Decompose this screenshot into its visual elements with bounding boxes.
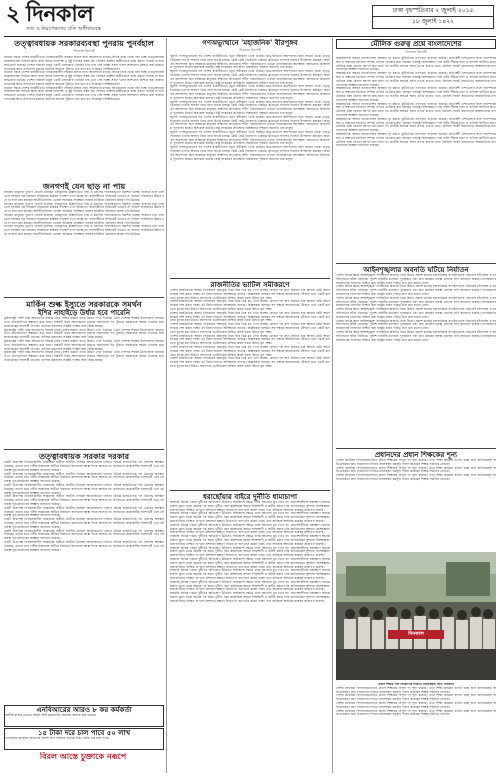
article-body: জুলাই গণঅভ্যুত্থানের পর দেশের রাজনীতিতে নতুন সমীকরণ তৈরি হয়েছে। ছাত্র-জনতার আন্দোলনে যারা সামনে থেকে নেতৃত্ব দিয়েছেন তাদের অবদান নিয়ে নানা বিতর্ক চলছে। কেউ কেউ নিজেদের একমাত্র কৃতিত্বের দাবিদার হিসেবে উপস্থাপন করছেন। অথচ এই আন্দোলন ছিল সর্বস্তরের মানুষের সম্মিলিত প্রতিরোধ। শহীদ পরিবারগুলো এখনো ন্যায়বিচারের অপেক্ষায়। আহতদের চিকিৎসা ও পুনর্বাসন নিয়েও অসন্তোষ রয়েছে। রাষ্ট্র সংস্কারের প্রতিশ্রুতি বাস্তবায়নে দৃশ্যমান অগ্রগতি চায় মানুষ। <box>170 145 330 161</box>
page-number: ২ <box>6 1 21 27</box>
article-body: যুক্তরাষ্ট্রের পাল্টা শুল্ক আরোপের সিদ্ধান্ত নিয়ে দেশের রপ্তানি খাতে উদ্বেগ দেখা দিয়েছে। তৈরি পোশাক শিল্পের উদ্যোক্তারা বলছেন এতে প্রতিযোগিতা সক্ষমতা কমে যাবে। বিষয়টি নিয়ে আলোচনার মাধ্যমে সমাধানের পথ খুঁজতে সরকারকে সমর্থন দেওয়ার কথা জানিয়েছেন ব্যবসায়ী নেতারা। বাণিজ্য মন্ত্রণালয় সংশ্লিষ্ট পক্ষের সঙ্গে বৈঠক করছে। <box>4 316 164 328</box>
byline: দিনকাল রিপোর্ট <box>73 49 95 54</box>
article-body: খাদ্যবান্ধব কর্মসূচির আওতায় পঞ্চাশ লাখ পরিবার পনেরো টাকা কেজি দরে চাল পাবে। <box>5 736 110 741</box>
section-rule <box>4 297 164 298</box>
article-body: সরকারি বিভিন্ন দপ্তরে দুর্নীতির অভিযোগ উঠলেও অধিকাংশ ক্ষেত্রে তদন্ত আলোর মুখ দেখে না। প্রভাবশালীদের হস্তক্ষেপে অনেক মামলা ঝুলে থাকে বছরের পর বছর। দুর্নীতি দমন কমিশনকে আরও শক্তিশালী ও স্বাধীন করার দাবি জানিয়েছেন সুশাসন বিশেষজ্ঞরা। জবাবদিহিতা নিশ্চিত না হলে প্রশাসনে স্বচ্ছতা ফিরবে না বলে মনে করেন তারা। তথ্য অধিকার আইনের কার্যকর প্রয়োগও জরুরি। <box>170 568 330 580</box>
article-body: জুলাই গণঅভ্যুত্থানের পর দেশের রাজনীতিতে নতুন সমীকরণ তৈরি হয়েছে। ছাত্র-জনতার আন্দোলনে যারা সামনে থেকে নেতৃত্ব দিয়েছেন তাদের অবদান নিয়ে নানা বিতর্ক চলছে। কেউ কেউ নিজেদের একমাত্র কৃতিত্বের দাবিদার হিসেবে উপস্থাপন করছেন। অথচ এই আন্দোলন ছিল সর্বস্তরের মানুষের সম্মিলিত প্রতিরোধ। শহীদ পরিবারগুলো এখনো ন্যায়বিচারের অপেক্ষায়। আহতদের চিকিৎসা ও পুনর্বাসন নিয়েও অসন্তোষ রয়েছে। রাষ্ট্র সংস্কারের প্রতিশ্রুতি বাস্তবায়নে দৃশ্যমান অগ্রগতি চায় মানুষ। <box>170 84 330 100</box>
article-body: সরকারি বিভিন্ন দপ্তরে দুর্নীতির অভিযোগ উঠলেও অধিকাংশ ক্ষেত্রে তদন্ত আলোর মুখ দেখে না। প্রভাবশালীদের হস্তক্ষেপে অনেক মামলা ঝুলে থাকে বছরের পর বছর। দুর্নীতি দমন কমিশনকে আরও শক্তিশালী ও স্বাধীন করার দাবি জানিয়েছেন সুশাসন বিশেষজ্ঞরা। জবাবদিহিতা নিশ্চিত না হলে প্রশাসনে স্বচ্ছতা ফিরবে না বলে মনে করেন তারা। তথ্য অধিকার আইনের কার্যকর প্রয়োগও জরুরি। <box>170 591 330 603</box>
headline: এনবিআরের আরও ৮ কর কর্মকর্তা <box>36 705 132 714</box>
article-body: সরকারি বিভিন্ন দপ্তরে দুর্নীতির অভিযোগ উঠলেও অধিকাংশ ক্ষেত্রে তদন্ত আলোর মুখ দেখে না। প্রভাবশালীদের হস্তক্ষেপে অনেক মামলা ঝুলে থাকে বছরের পর বছর। দুর্নীতি দমন কমিশনকে আরও শক্তিশালী ও স্বাধীন করার দাবি জানিয়েছেন সুশাসন বিশেষজ্ঞরা। জবাবদিহিতা নিশ্চিত না হলে প্রশাসনে স্বচ্ছতা ফিরবে না বলে মনে করেন তারা। তথ্য অধিকার আইনের কার্যকর প্রয়োগও জরুরি। <box>170 557 330 569</box>
article-body: জুলাই গণঅভ্যুত্থানের পর দেশের রাজনীতিতে নতুন সমীকরণ তৈরি হয়েছে। ছাত্র-জনতার আন্দোলনে যারা সামনে থেকে নেতৃত্ব দিয়েছেন তাদের অবদান নিয়ে নানা বিতর্ক চলছে। কেউ কেউ নিজেদের একমাত্র কৃতিত্বের দাবিদার হিসেবে উপস্থাপন করছেন। অথচ এই আন্দোলন ছিল সর্বস্তরের মানুষের সম্মিলিত প্রতিরোধ। শহীদ পরিবারগুলো এখনো ন্যায়বিচারের অপেক্ষায়। আহতদের চিকিৎসা ও পুনর্বাসন নিয়েও অসন্তোষ রয়েছে। রাষ্ট্র সংস্কারের প্রতিশ্রুতি বাস্তবায়নে দৃশ্যমান অগ্রগতি চায় মানুষ। <box>170 54 330 70</box>
byline: দিনকাল রিপোর্ট <box>405 50 427 55</box>
headline: ১৫ টাকা দরে চাল পাবে ৫০ লাখ <box>37 728 131 737</box>
headline: জনগণই যেন ছাড় না পায় <box>42 182 126 191</box>
masthead <box>4 2 496 37</box>
paper-name-logo: দিনকাল <box>26 1 94 27</box>
photo-banner: দিনকাল <box>388 630 444 639</box>
article-body: দেশের প্রাথমিক বিদ্যালয়গুলোতে প্রধান শিক্ষকের বিপুল পদ শূন্য রয়েছে। এতে শিক্ষা কার্যক্রম ব্যাহত হচ্ছে বলে জানিয়েছেন অভিভাবকরা। দ্রুত নিয়োগের দাবিতে মানববন্ধন কর্মসূচি পালন করেছেন শিক্ষক সমিতির নেতারা। <box>336 693 496 702</box>
section-rule <box>170 490 330 491</box>
article-body: বর্তমান সময়ে দেশের রাজনীতিতে নির্বাচনকালীন সরকার প্রসঙ্গে নানা আলোচনা চলছে। বিভিন্ন মহল থেকে বলা হচ্ছে তত্ত্বাবধায়ক সরকারব্যবস্থা ফিরিয়ে আনা ছাড়া অবাধ নিরপেক্ষ ও সুষ্ঠু নির্বাচন সম্ভব নয়। নির্বাচন কমিশন স্বাধীনভাবে কাজ করতে পারছে না বলে অভিযোগ রয়েছে। দেশের সাধারণ মানুষ একটি গ্রহণযোগ্য নির্বাচন চায় এবং সেই লক্ষ্যে সকল দলের অংশগ্রহণ নিশ্চিত করা জরুরি। গণতন্ত্রের স্বার্থে সংলাপের মাধ্যমে সমস্যার সমাধান খুঁজতে হবে বলে মত দিয়েছেন বিশিষ্টজনেরা। <box>4 85 164 101</box>
article-body: আন্তর্জাতিক অঙ্গনে বাংলাদেশের অবস্থান দৃঢ় করতে কূটনৈতিক তৎপরতা বাড়ানো হয়েছে। প্রতিবেশী দেশগুলোর সঙ্গে পারস্পরিক স্বার্থ ও সম্মানের ভিত্তিতে সম্পর্ক এগিয়ে নেওয়ার কথা বলছেন পররাষ্ট্র বিশেষজ্ঞরা। পানি বণ্টন সীমান্ত হত্যা ও বাণিজ্য ঘাটতির মতো মৌলিক প্রশ্নে কোনো আপস করা যাবে না। জাতীয় স্বার্থকে সবার ওপরে রাখতে হবে। রোহিঙ্গা সংকট সমাধানেও আন্তর্জাতিক চাপ বাড়ানোর আহ্বান জানানো হয়েছে। <box>336 101 496 117</box>
article-body: জাতীয় রাজস্ব বোর্ডের আরও আট কর্মকর্তাকে সাময়িক বরখাস্ত করা হয়েছে। <box>5 713 97 718</box>
article-body: সাধারণ মানুষের দুর্ভোগ বেড়েই চলেছে। দ্রব্যমূল্যের ঊর্ধ্বগতিতে নিম্ন ও মধ্যবিত্ত পরিবারগুলো হিমশিম খাচ্ছে। বাজারে চাল ডাল তেল সবজির দাম নিয়ন্ত্রণে সরকারের কার্যকর পদক্ষেপ দেখা যাচ্ছে না। ব্যবসায়ীদের সিন্ডিকেট ভাঙতে না পারলে পরিস্থিতির উন্নতি হবে না বলে মনে করছেন অর্থনীতিবিদরা। ভোক্তা অধিকার সংরক্ষণে বাজার মনিটরিং জোরদার করার দাবি উঠেছে। <box>4 224 164 236</box>
article-body: দেশের প্রাথমিক বিদ্যালয়গুলোতে প্রধান শিক্ষকের বিপুল পদ শূন্য রয়েছে। এতে শিক্ষা কার্যক্রম ব্যাহত হচ্ছে বলে জানিয়েছেন অভিভাবকরা। দ্রুত নিয়োগের দাবিতে মানববন্ধন কর্মসূচি পালন করেছেন শিক্ষক সমিতির নেতারা। <box>336 708 496 717</box>
article-body: জুলাই গণঅভ্যুত্থানের পর দেশের রাজনীতিতে নতুন সমীকরণ তৈরি হয়েছে। ছাত্র-জনতার আন্দোলনে যারা সামনে থেকে নেতৃত্ব দিয়েছেন তাদের অবদান নিয়ে নানা বিতর্ক চলছে। কেউ কেউ নিজেদের একমাত্র কৃতিত্বের দাবিদার হিসেবে উপস্থাপন করছেন। অথচ এই আন্দোলন ছিল সর্বস্তরের মানুষের সম্মিলিত প্রতিরোধ। শহীদ পরিবারগুলো এখনো ন্যায়বিচারের অপেক্ষায়। আহতদের চিকিৎসা ও পুনর্বাসন নিয়েও অসন্তোষ রয়েছে। রাষ্ট্র সংস্কারের প্রতিশ্রুতি বাস্তবায়নে দৃশ্যমান অগ্রগতি চায় মানুষ। <box>170 129 330 146</box>
article-body: জুলাই গণঅভ্যুত্থানের পর দেশের রাজনীতিতে নতুন সমীকরণ তৈরি হয়েছে। ছাত্র-জনতার আন্দোলনে যারা সামনে থেকে নেতৃত্ব দিয়েছেন তাদের অবদান নিয়ে নানা বিতর্ক চলছে। কেউ কেউ নিজেদের একমাত্র কৃতিত্বের দাবিদার হিসেবে উপস্থাপন করছেন। অথচ এই আন্দোলন ছিল সর্বস্তরের মানুষের সম্মিলিত প্রতিরোধ। শহীদ পরিবারগুলো এখনো ন্যায়বিচারের অপেক্ষায়। আহতদের চিকিৎসা ও পুনর্বাসন নিয়েও অসন্তোষ রয়েছে। রাষ্ট্র সংস্কারের প্রতিশ্রুতি বাস্তবায়নে দৃশ্যমান অগ্রগতি চায় মানুষ। <box>170 114 330 131</box>
caption-text: প্রধান শিক্ষক পদে নিয়োগের দাবিতে মানববন্ধন। ছবি: দিনকাল <box>378 683 454 686</box>
article-body: দেশের বিভিন্ন স্থানে আইনশৃঙ্খলা পরিস্থিতির অবনতি নিয়ে উদ্বেগ প্রকাশ করেছে মানবাধিকার সংগঠনগুলো। ছিনতাই চাঁদাবাজি ও মব সহিংসতার ঘটনা বেড়েছে। পুলিশ বাহিনীর মনোবল পুনরুদ্ধার এবং দ্রুত কার্যকর ব্যবস্থা গ্রহণের দাবি জানানো হয়েছে। নাগরিকদের জানমালের নিরাপত্তা নিশ্চিত করা রাষ্ট্রের প্রধান দায়িত্ব বলে মনে করেন তারা। <box>336 273 496 285</box>
article-center-mid <box>170 281 330 486</box>
article-body: দেশের প্রাথমিক বিদ্যালয়গুলোতে প্রধান শিক্ষকের বিপুল পদ শূন্য রয়েছে। এতে শিক্ষা কার্যক্রম ব্যাহত হচ্ছে বলে জানিয়েছেন অভিভাবকরা। দ্রুত নিয়োগের দাবিতে মানববন্ধন কর্মসূচি পালন করেছেন শিক্ষক সমিতির নেতারা। <box>336 458 496 466</box>
article-body: বর্তমান সময়ে দেশের রাজনীতিতে নির্বাচনকালীন সরকার প্রসঙ্গে নানা আলোচনা চলছে। বিভিন্ন মহল থেকে বলা হচ্ছে তত্ত্বাবধায়ক সরকারব্যবস্থা ফিরিয়ে আনা ছাড়া অবাধ নিরপেক্ষ ও সুষ্ঠু নির্বাচন সম্ভব নয়। নির্বাচন কমিশন স্বাধীনভাবে কাজ করতে পারছে না বলে অভিযোগ রয়েছে। দেশের সাধারণ মানুষ একটি গ্রহণযোগ্য নির্বাচন চায় এবং সেই লক্ষ্যে সকল দলের অংশগ্রহণ নিশ্চিত করা জরুরি। গণতন্ত্রের স্বার্থে সংলাপের মাধ্যমে সমস্যার সমাধান খুঁজতে হবে বলে মত দিয়েছেন বিশিষ্টজনেরা। <box>4 55 164 71</box>
article-body: একটি নিরপেক্ষ নির্বাচনকালীন সরকারের অধীনে জাতীয় নির্বাচন আয়োজনের দাবিতে বিভিন্ন রাজনৈতিক দল ঐক্যবদ্ধ অবস্থান নিয়েছে। তাদের মতে দলীয় সরকারের অধীনে নির্বাচনে জনগণের আস্থা ফিরে আসবে না। সংবিধানে প্রয়োজনীয় সংশোধনী এনে এই ব্যবস্থা পুনঃপ্রবর্তনের আহ্বান জানানো হয়েছে। <box>4 528 164 541</box>
headline: গণঅভ্যুত্থানে 'মহাজনিক' বীরপুঙ্গব <box>202 39 298 47</box>
column-divider <box>332 38 333 773</box>
section-rule <box>170 278 330 279</box>
article-body: দেশের প্রাথমিক বিদ্যালয়গুলোতে প্রধান শিক্ষকের বিপুল পদ শূন্য রয়েছে। এতে শিক্ষা কার্যক্রম ব্যাহত হচ্ছে বলে জানিয়েছেন অভিভাবকরা। দ্রুত নিয়োগের দাবিতে মানববন্ধন কর্মসূচি পালন করেছেন শিক্ষক সমিতির নেতারা। <box>336 473 496 482</box>
article-body: দেশের রাজনৈতিক অঙ্গনে নির্বাচনের সময়সূচি নিয়ে ভিন্ন ভিন্ন মত দেখা যাচ্ছে। কোনো দল দ্রুত নির্বাচন চায় আবার কেউ আগে সংস্কার শেষ করার পক্ষে। এই টানাপোড়েনে অনিশ্চয়তা বাড়ছে। বিশ্লেষকরা বলছেন সব পক্ষকে আলোচনার টেবিলে এনে একটি রূপরেখা চূড়ান্ত করা উচিত। জনগণের ভোটাধিকার নিশ্চিত করাই হওয়া উচিত মূল লক্ষ্য। <box>170 322 330 334</box>
article-body: আন্তর্জাতিক অঙ্গনে বাংলাদেশের অবস্থান দৃঢ় করতে কূটনৈতিক তৎপরতা বাড়ানো হয়েছে। প্রতিবেশী দেশগুলোর সঙ্গে পারস্পরিক স্বার্থ ও সম্মানের ভিত্তিতে সম্পর্ক এগিয়ে নেওয়ার কথা বলছেন পররাষ্ট্র বিশেষজ্ঞরা। পানি বণ্টন সীমান্ত হত্যা ও বাণিজ্য ঘাটতির মতো মৌলিক প্রশ্নে কোনো আপস করা যাবে না। জাতীয় স্বার্থকে সবার ওপরে রাখতে হবে। রোহিঙ্গা সংকট সমাধানেও আন্তর্জাতিক চাপ বাড়ানোর আহ্বান জানানো হয়েছে। <box>336 71 496 87</box>
article-body: দেশের রাজনৈতিক অঙ্গনে নির্বাচনের সময়সূচি নিয়ে ভিন্ন ভিন্ন মত দেখা যাচ্ছে। কোনো দল দ্রুত নির্বাচন চায় আবার কেউ আগে সংস্কার শেষ করার পক্ষে। এই টানাপোড়েনে অনিশ্চয়তা বাড়ছে। বিশ্লেষকরা বলছেন সব পক্ষকে আলোচনার টেবিলে এনে একটি রূপরেখা চূড়ান্ত করা উচিত। জনগণের ভোটাধিকার নিশ্চিত করাই হওয়া উচিত মূল লক্ষ্য। <box>170 356 330 368</box>
article-body: আন্তর্জাতিক অঙ্গনে বাংলাদেশের অবস্থান দৃঢ় করতে কূটনৈতিক তৎপরতা বাড়ানো হয়েছে। প্রতিবেশী দেশগুলোর সঙ্গে পারস্পরিক স্বার্থ ও সম্মানের ভিত্তিতে সম্পর্ক এগিয়ে নেওয়ার কথা বলছেন পররাষ্ট্র বিশেষজ্ঞরা। পানি বণ্টন সীমান্ত হত্যা ও বাণিজ্য ঘাটতির মতো মৌলিক প্রশ্নে কোনো আপস করা যাবে না। জাতীয় স্বার্থকে সবার ওপরে রাখতে হবে। রোহিঙ্গা সংকট সমাধানেও আন্তর্জাতিক চাপ বাড়ানোর আহ্বান জানানো হয়েছে। <box>336 56 496 72</box>
date-box <box>372 5 494 29</box>
article-body: একটি নিরপেক্ষ নির্বাচনকালীন সরকারের অধীনে জাতীয় নির্বাচন আয়োজনের দাবিতে বিভিন্ন রাজনৈতিক দল ঐক্যবদ্ধ অবস্থান নিয়েছে। তাদের মতে দলীয় সরকারের অধীনে নির্বাচনে জনগণের আস্থা ফিরে আসবে না। সংবিধানে প্রয়োজনীয় সংশোধনী এনে এই ব্যবস্থা পুনঃপ্রবর্তনের আহ্বান জানানো হয়েছে। <box>4 460 164 472</box>
headline: প্রধানদের প্রধান শিক্ষকের শূন্য <box>374 451 458 459</box>
article-left-foot1 <box>4 705 164 727</box>
article-body: দেশের রাজনৈতিক অঙ্গনে নির্বাচনের সময়সূচি নিয়ে ভিন্ন ভিন্ন মত দেখা যাচ্ছে। কোনো দল দ্রুত নির্বাচন চায় আবার কেউ আগে সংস্কার শেষ করার পক্ষে। এই টানাপোড়েনে অনিশ্চয়তা বাড়ছে। বিশ্লেষকরা বলছেন সব পক্ষকে আলোচনার টেবিলে এনে একটি রূপরেখা চূড়ান্ত করা উচিত। জনগণের ভোটাধিকার নিশ্চিত করাই হওয়া উচিত মূল লক্ষ্য। <box>170 299 330 312</box>
article-body: আন্তর্জাতিক অঙ্গনে বাংলাদেশের অবস্থান দৃঢ় করতে কূটনৈতিক তৎপরতা বাড়ানো হয়েছে। প্রতিবেশী দেশগুলোর সঙ্গে পারস্পরিক স্বার্থ ও সম্মানের ভিত্তিতে সম্পর্ক এগিয়ে নেওয়ার কথা বলছেন পররাষ্ট্র বিশেষজ্ঞরা। পানি বণ্টন সীমান্ত হত্যা ও বাণিজ্য ঘাটতির মতো মৌলিক প্রশ্নে কোনো আপস করা যাবে না। জাতীয় স্বার্থকে সবার ওপরে রাখতে হবে। রোহিঙ্গা সংকট সমাধানেও আন্তর্জাতিক চাপ বাড়ানোর আহ্বান জানানো হয়েছে। <box>336 131 496 148</box>
article-body: একটি নিরপেক্ষ নির্বাচনকালীন সরকারের অধীনে জাতীয় নির্বাচন আয়োজনের দাবিতে বিভিন্ন রাজনৈতিক দল ঐক্যবদ্ধ অবস্থান নিয়েছে। তাদের মতে দলীয় সরকারের অধীনে নির্বাচনে জনগণের আস্থা ফিরে আসবে না। সংবিধানে প্রয়োজনীয় সংশোধনী এনে এই ব্যবস্থা পুনঃপ্রবর্তনের আহ্বান জানানো হয়েছে। <box>4 517 164 529</box>
photo-caption <box>336 683 496 773</box>
article-body: সরকারি বিভিন্ন দপ্তরে দুর্নীতির অভিযোগ উঠলেও অধিকাংশ ক্ষেত্রে তদন্ত আলোর মুখ দেখে না। প্রভাবশালীদের হস্তক্ষেপে অনেক মামলা ঝুলে থাকে বছরের পর বছর। দুর্নীতি দমন কমিশনকে আরও শক্তিশালী ও স্বাধীন করার দাবি জানিয়েছেন সুশাসন বিশেষজ্ঞরা। জবাবদিহিতা নিশ্চিত না হলে প্রশাসনে স্বচ্ছতা ফিরবে না বলে মনে করেন তারা। তথ্য অধিকার আইনের কার্যকর প্রয়োগও জরুরি। <box>170 500 330 512</box>
article-body: সরকারি বিভিন্ন দপ্তরে দুর্নীতির অভিযোগ উঠলেও অধিকাংশ ক্ষেত্রে তদন্ত আলোর মুখ দেখে না। প্রভাবশালীদের হস্তক্ষেপে অনেক মামলা ঝুলে থাকে বছরের পর বছর। দুর্নীতি দমন কমিশনকে আরও শক্তিশালী ও স্বাধীন করার দাবি জানিয়েছেন সুশাসন বিশেষজ্ঞরা। জবাবদিহিতা নিশ্চিত না হলে প্রশাসনে স্বচ্ছতা ফিরবে না বলে মনে করেন তারা। তথ্য অধিকার আইনের কার্যকর প্রয়োগও জরুরি। <box>170 534 330 546</box>
article-body: জুলাই গণঅভ্যুত্থানের পর দেশের রাজনীতিতে নতুন সমীকরণ তৈরি হয়েছে। ছাত্র-জনতার আন্দোলনে যারা সামনে থেকে নেতৃত্ব দিয়েছেন তাদের অবদান নিয়ে নানা বিতর্ক চলছে। কেউ কেউ নিজেদের একমাত্র কৃতিত্বের দাবিদার হিসেবে উপস্থাপন করছেন। অথচ এই আন্দোলন ছিল সর্বস্তরের মানুষের সম্মিলিত প্রতিরোধ। শহীদ পরিবারগুলো এখনো ন্যায়বিচারের অপেক্ষায়। আহতদের চিকিৎসা ও পুনর্বাসন নিয়েও অসন্তোষ রয়েছে। রাষ্ট্র সংস্কারের প্রতিশ্রুতি বাস্তবায়নে দৃশ্যমান অগ্রগতি চায় মানুষ। <box>170 99 330 115</box>
headline: রাজনীতির ভাটিল সমীকরণে <box>210 281 290 289</box>
article-right-mid <box>336 266 496 444</box>
column-divider <box>166 38 167 773</box>
article-body: দেশের রাজনৈতিক অঙ্গনে নির্বাচনের সময়সূচি নিয়ে ভিন্ন ভিন্ন মত দেখা যাচ্ছে। কোনো দল দ্রুত নির্বাচন চায় আবার কেউ আগে সংস্কার শেষ করার পক্ষে। এই টানাপোড়েনে অনিশ্চয়তা বাড়ছে। বিশ্লেষকরা বলছেন সব পক্ষকে আলোচনার টেবিলে এনে একটি রূপরেখা চূড়ান্ত করা উচিত। জনগণের ভোটাধিকার নিশ্চিত করাই হওয়া উচিত মূল লক্ষ্য। <box>170 333 330 346</box>
article-center-bottom <box>170 493 330 773</box>
article-body: দেশের রাজনৈতিক অঙ্গনে নির্বাচনের সময়সূচি নিয়ে ভিন্ন ভিন্ন মত দেখা যাচ্ছে। কোনো দল দ্রুত নির্বাচন চায় আবার কেউ আগে সংস্কার শেষ করার পক্ষে। এই টানাপোড়েনে অনিশ্চয়তা বাড়ছে। বিশ্লেষকরা বলছেন সব পক্ষকে আলোচনার টেবিলে এনে একটি রূপরেখা চূড়ান্ত করা উচিত। জনগণের ভোটাধিকার নিশ্চিত করাই হওয়া উচিত মূল লক্ষ্য। <box>170 345 330 357</box>
headline: মৌলিক গুরুত্ব প্রশ্নে বাংলাদেশের <box>336 39 496 49</box>
article-body: একটি নিরপেক্ষ নির্বাচনকালীন সরকারের অধীনে জাতীয় নির্বাচন আয়োজনের দাবিতে বিভিন্ন রাজনৈতিক দল ঐক্যবদ্ধ অবস্থান নিয়েছে। তাদের মতে দলীয় সরকারের অধীনে নির্বাচনে জনগণের আস্থা ফিরে আসবে না। সংবিধানে প্রয়োজনীয় সংশোধনী এনে এই ব্যবস্থা পুনঃপ্রবর্তনের আহ্বান জানানো হয়েছে। <box>4 494 164 506</box>
article-body: সরকারি বিভিন্ন দপ্তরে দুর্নীতির অভিযোগ উঠলেও অধিকাংশ ক্ষেত্রে তদন্ত আলোর মুখ দেখে না। প্রভাবশালীদের হস্তক্ষেপে অনেক মামলা ঝুলে থাকে বছরের পর বছর। দুর্নীতি দমন কমিশনকে আরও শক্তিশালী ও স্বাধীন করার দাবি জানিয়েছেন সুশাসন বিশেষজ্ঞরা। জবাবদিহিতা নিশ্চিত না হলে প্রশাসনে স্বচ্ছতা ফিরবে না বলে মনে করেন তারা। তথ্য অধিকার আইনের কার্যকর প্রয়োগও জরুরি। <box>170 522 330 535</box>
article-body: দেশের রাজনৈতিক অঙ্গনে নির্বাচনের সময়সূচি নিয়ে ভিন্ন ভিন্ন মত দেখা যাচ্ছে। কোনো দল দ্রুত নির্বাচন চায় আবার কেউ আগে সংস্কার শেষ করার পক্ষে। এই টানাপোড়েনে অনিশ্চয়তা বাড়ছে। বিশ্লেষকরা বলছেন সব পক্ষকে আলোচনার টেবিলে এনে একটি রূপরেখা চূড়ান্ত করা উচিত। জনগণের ভোটাধিকার নিশ্চিত করাই হওয়া উচিত মূল লক্ষ্য। <box>170 288 330 300</box>
section-rule <box>336 448 496 449</box>
article-body: যুক্তরাষ্ট্রের পাল্টা শুল্ক আরোপের সিদ্ধান্ত নিয়ে দেশের রপ্তানি খাতে উদ্বেগ দেখা দিয়েছে। তৈরি পোশাক শিল্পের উদ্যোক্তারা বলছেন এতে প্রতিযোগিতা সক্ষমতা কমে যাবে। বিষয়টি নিয়ে আলোচনার মাধ্যমে সমাধানের পথ খুঁজতে সরকারকে সমর্থন দেওয়ার কথা জানিয়েছেন ব্যবসায়ী নেতারা। বাণিজ্য মন্ত্রণালয় সংশ্লিষ্ট পক্ষের সঙ্গে বৈঠক করছে। <box>4 339 164 351</box>
date-line-1: ঢাকা বৃহস্পতিবার ২ জুলাই ২০১৫ <box>373 6 493 17</box>
headline: মার্কিন শুল্ক ইস্যুতে সরকারকে সমর্থন <box>26 300 142 309</box>
news-photo <box>336 552 496 680</box>
article-body: সরকারি বিভিন্ন দপ্তরে দুর্নীতির অভিযোগ উঠলেও অধিকাংশ ক্ষেত্রে তদন্ত আলোর মুখ দেখে না। প্রভাবশালীদের হস্তক্ষেপে অনেক মামলা ঝুলে থাকে বছরের পর বছর। দুর্নীতি দমন কমিশনকে আরও শক্তিশালী ও স্বাধীন করার দাবি জানিয়েছেন সুশাসন বিশেষজ্ঞরা। জবাবদিহিতা নিশ্চিত না হলে প্রশাসনে স্বচ্ছতা ফিরবে না বলে মনে করেন তারা। তথ্য অধিকার আইনের কার্যকর প্রয়োগও জরুরি। <box>170 545 330 558</box>
article-body: যুক্তরাষ্ট্রের পাল্টা শুল্ক আরোপের সিদ্ধান্ত নিয়ে দেশের রপ্তানি খাতে উদ্বেগ দেখা দিয়েছে। তৈরি পোশাক শিল্পের উদ্যোক্তারা বলছেন এতে প্রতিযোগিতা সক্ষমতা কমে যাবে। বিষয়টি নিয়ে আলোচনার মাধ্যমে সমাধানের পথ খুঁজতে সরকারকে সমর্থন দেওয়ার কথা জানিয়েছেন ব্যবসায়ী নেতারা। বাণিজ্য মন্ত্রণালয় সংশ্লিষ্ট পক্ষের সঙ্গে বৈঠক করছে। <box>4 327 164 340</box>
newspaper-page <box>4 2 496 775</box>
article-left-mid <box>4 182 164 292</box>
article-body: বর্তমান সময়ে দেশের রাজনীতিতে নির্বাচনকালীন সরকার প্রসঙ্গে নানা আলোচনা চলছে। বিভিন্ন মহল থেকে বলা হচ্ছে তত্ত্বাবধায়ক সরকারব্যবস্থা ফিরিয়ে আনা ছাড়া অবাধ নিরপেক্ষ ও সুষ্ঠু নির্বাচন সম্ভব নয়। নির্বাচন কমিশন স্বাধীনভাবে কাজ করতে পারছে না বলে অভিযোগ রয়েছে। দেশের সাধারণ মানুষ একটি গ্রহণযোগ্য নির্বাচন চায় এবং সেই লক্ষ্যে সকল দলের অংশগ্রহণ নিশ্চিত করা জরুরি। গণতন্ত্রের স্বার্থে সংলাপের মাধ্যমে সমস্যার সমাধান খুঁজতে হবে বলে মত দিয়েছেন বিশিষ্টজনেরা। <box>4 70 164 86</box>
article-left-top <box>4 39 164 179</box>
protest-photo-illustration <box>336 552 496 680</box>
article-body: একটি নিরপেক্ষ নির্বাচনকালীন সরকারের অধীনে জাতীয় নির্বাচন আয়োজনের দাবিতে বিভিন্ন রাজনৈতিক দল ঐক্যবদ্ধ অবস্থান নিয়েছে। তাদের মতে দলীয় সরকারের অধীনে নির্বাচনে জনগণের আস্থা ফিরে আসবে না। সংবিধানে প্রয়োজনীয় সংশোধনী এনে এই ব্যবস্থা পুনঃপ্রবর্তনের আহ্বান জানানো হয়েছে। <box>4 539 164 552</box>
article-left-bottom <box>4 452 164 702</box>
article-left-foot3 <box>4 752 162 772</box>
headline: ধরাছোঁয়ার বাইরে দুর্নীতি ধামাচাপা <box>202 493 297 501</box>
headline: আইনশৃঙ্খলার অবনতি ঘটিয়ে নির্যাতন <box>363 266 469 274</box>
article-body: দেশের বিভিন্ন স্থানে আইনশৃঙ্খলা পরিস্থিতির অবনতি নিয়ে উদ্বেগ প্রকাশ করেছে মানবাধিকার সংগঠনগুলো। ছিনতাই চাঁদাবাজি ও মব সহিংসতার ঘটনা বেড়েছে। পুলিশ বাহিনীর মনোবল পুনরুদ্ধার এবং দ্রুত কার্যকর ব্যবস্থা গ্রহণের দাবি জানানো হয়েছে। নাগরিকদের জানমালের নিরাপত্তা নিশ্চিত করা রাষ্ট্রের প্রধান দায়িত্ব বলে মনে করেন তারা। <box>336 318 496 331</box>
article-body: সাধারণ মানুষের দুর্ভোগ বেড়েই চলেছে। দ্রব্যমূল্যের ঊর্ধ্বগতিতে নিম্ন ও মধ্যবিত্ত পরিবারগুলো হিমশিম খাচ্ছে। বাজারে চাল ডাল তেল সবজির দাম নিয়ন্ত্রণে সরকারের কার্যকর পদক্ষেপ দেখা যাচ্ছে না। ব্যবসায়ীদের সিন্ডিকেট ভাঙতে না পারলে পরিস্থিতির উন্নতি হবে না বলে মনে করছেন অর্থনীতিবিদরা। ভোক্তা অধিকার সংরক্ষণে বাজার মনিটরিং জোরদার করার দাবি উঠেছে। <box>4 212 164 225</box>
article-body: দেশের বিভিন্ন স্থানে আইনশৃঙ্খলা পরিস্থিতির অবনতি নিয়ে উদ্বেগ প্রকাশ করেছে মানবাধিকার সংগঠনগুলো। ছিনতাই চাঁদাবাজি ও মব সহিংসতার ঘটনা বেড়েছে। পুলিশ বাহিনীর মনোবল পুনরুদ্ধার এবং দ্রুত কার্যকর ব্যবস্থা গ্রহণের দাবি জানানো হয়েছে। নাগরিকদের জানমালের নিরাপত্তা নিশ্চিত করা রাষ্ট্রের প্রধান দায়িত্ব বলে মনে করেন তারা। <box>336 307 496 319</box>
article-body: দেশের প্রাথমিক বিদ্যালয়গুলোতে প্রধান শিক্ষকের বিপুল পদ শূন্য রয়েছে। এতে শিক্ষা কার্যক্রম ব্যাহত হচ্ছে বলে জানিয়েছেন অভিভাবকরা। দ্রুত নিয়োগের দাবিতে মানববন্ধন কর্মসূচি পালন করেছেন শিক্ষক সমিতির নেতারা। <box>336 700 496 709</box>
section-rule <box>336 263 496 264</box>
headline: তত্ত্বাবধায়ক সরকারব্যবস্থা পুনরায় পুনর্বহাল <box>14 39 154 48</box>
article-center-top <box>170 39 330 274</box>
subheadline: ইশির নাহাইড়ে উর্ধার হবে পারেনি <box>37 308 131 318</box>
article-right-bottom <box>336 451 496 549</box>
article-body: দেশের প্রাথমিক বিদ্যালয়গুলোতে প্রধান শিক্ষকের বিপুল পদ শূন্য রয়েছে। এতে শিক্ষা কার্যক্রম ব্যাহত হচ্ছে বলে জানিয়েছেন অভিভাবকরা। দ্রুত নিয়োগের দাবিতে মানববন্ধন কর্মসূচি পালন করেছেন শিক্ষক সমিতির নেতারা। <box>336 685 496 694</box>
article-body: দেশের বিভিন্ন স্থানে আইনশৃঙ্খলা পরিস্থিতির অবনতি নিয়ে উদ্বেগ প্রকাশ করেছে মানবাধিকার সংগঠনগুলো। ছিনতাই চাঁদাবাজি ও মব সহিংসতার ঘটনা বেড়েছে। পুলিশ বাহিনীর মনোবল পুনরুদ্ধার এবং দ্রুত কার্যকর ব্যবস্থা গ্রহণের দাবি জানানো হয়েছে। নাগরিকদের জানমালের নিরাপত্তা নিশ্চিত করা রাষ্ট্রের প্রধান দায়িত্ব বলে মনে করেন তারা। <box>336 330 496 342</box>
headline: তত্ত্বাবধায়ক সরকার দরকার <box>38 452 130 461</box>
article-body: দেশের রাজনৈতিক অঙ্গনে নির্বাচনের সময়সূচি নিয়ে ভিন্ন ভিন্ন মত দেখা যাচ্ছে। কোনো দল দ্রুত নির্বাচন চায় আবার কেউ আগে সংস্কার শেষ করার পক্ষে। এই টানাপোড়েনে অনিশ্চয়তা বাড়ছে। বিশ্লেষকরা বলছেন সব পক্ষকে আলোচনার টেবিলে এনে একটি রূপরেখা চূড়ান্ত করা উচিত। জনগণের ভোটাধিকার নিশ্চিত করাই হওয়া উচিত মূল লক্ষ্য। <box>170 310 330 323</box>
article-body: দেশের বিভিন্ন স্থানে আইনশৃঙ্খলা পরিস্থিতির অবনতি নিয়ে উদ্বেগ প্রকাশ করেছে মানবাধিকার সংগঠনগুলো। ছিনতাই চাঁদাবাজি ও মব সহিংসতার ঘটনা বেড়েছে। পুলিশ বাহিনীর মনোবল পুনরুদ্ধার এবং দ্রুত কার্যকর ব্যবস্থা গ্রহণের দাবি জানানো হয়েছে। নাগরিকদের জানমালের নিরাপত্তা নিশ্চিত করা রাষ্ট্রের প্রধান দায়িত্ব বলে মনে করেন তারা। <box>336 284 496 297</box>
article-body: সরকারি বিভিন্ন দপ্তরে দুর্নীতির অভিযোগ উঠলেও অধিকাংশ ক্ষেত্রে তদন্ত আলোর মুখ দেখে না। প্রভাবশালীদের হস্তক্ষেপে অনেক মামলা ঝুলে থাকে বছরের পর বছর। দুর্নীতি দমন কমিশনকে আরও শক্তিশালী ও স্বাধীন করার দাবি জানিয়েছেন সুশাসন বিশেষজ্ঞরা। জবাবদিহিতা নিশ্চিত না হলে প্রশাসনে স্বচ্ছতা ফিরবে না বলে মনে করেন তারা। তথ্য অধিকার আইনের কার্যকর প্রয়োগও জরুরি। <box>170 511 330 524</box>
article-body: দেশের বিভিন্ন স্থানে আইনশৃঙ্খলা পরিস্থিতির অবনতি নিয়ে উদ্বেগ প্রকাশ করেছে মানবাধিকার সংগঠনগুলো। ছিনতাই চাঁদাবাজি ও মব সহিংসতার ঘটনা বেড়েছে। পুলিশ বাহিনীর মনোবল পুনরুদ্ধার এবং দ্রুত কার্যকর ব্যবস্থা গ্রহণের দাবি জানানো হয়েছে। নাগরিকদের জানমালের নিরাপত্তা নিশ্চিত করা রাষ্ট্রের প্রধান দায়িত্ব বলে মনে করেন তারা। <box>336 295 496 308</box>
article-body: আন্তর্জাতিক অঙ্গনে বাংলাদেশের অবস্থান দৃঢ় করতে কূটনৈতিক তৎপরতা বাড়ানো হয়েছে। প্রতিবেশী দেশগুলোর সঙ্গে পারস্পরিক স্বার্থ ও সম্মানের ভিত্তিতে সম্পর্ক এগিয়ে নেওয়ার কথা বলছেন পররাষ্ট্র বিশেষজ্ঞরা। পানি বণ্টন সীমান্ত হত্যা ও বাণিজ্য ঘাটতির মতো মৌলিক প্রশ্নে কোনো আপস করা যাবে না। জাতীয় স্বার্থকে সবার ওপরে রাখতে হবে। রোহিঙ্গা সংকট সমাধানেও আন্তর্জাতিক চাপ বাড়ানোর আহ্বান জানানো হয়েছে। <box>336 116 496 133</box>
article-body: দেশের প্রাথমিক বিদ্যালয়গুলোতে প্রধান শিক্ষকের বিপুল পদ শূন্য রয়েছে। এতে শিক্ষা কার্যক্রম ব্যাহত হচ্ছে বলে জানিয়েছেন অভিভাবকরা। দ্রুত নিয়োগের দাবিতে মানববন্ধন কর্মসূচি পালন করেছেন শিক্ষক সমিতির নেতারা। <box>336 465 496 474</box>
article-body: সাধারণ মানুষের দুর্ভোগ বেড়েই চলেছে। দ্রব্যমূল্যের ঊর্ধ্বগতিতে নিম্ন ও মধ্যবিত্ত পরিবারগুলো হিমশিম খাচ্ছে। বাজারে চাল ডাল তেল সবজির দাম নিয়ন্ত্রণে সরকারের কার্যকর পদক্ষেপ দেখা যাচ্ছে না। ব্যবসায়ীদের সিন্ডিকেট ভাঙতে না পারলে পরিস্থিতির উন্নতি হবে না বলে মনে করছেন অর্থনীতিবিদরা। ভোক্তা অধিকার সংরক্ষণে বাজার মনিটরিং জোরদার করার দাবি উঠেছে। <box>4 190 164 202</box>
article-body: সাধারণ মানুষের দুর্ভোগ বেড়েই চলেছে। দ্রব্যমূল্যের ঊর্ধ্বগতিতে নিম্ন ও মধ্যবিত্ত পরিবারগুলো হিমশিম খাচ্ছে। বাজারে চাল ডাল তেল সবজির দাম নিয়ন্ত্রণে সরকারের কার্যকর পদক্ষেপ দেখা যাচ্ছে না। ব্যবসায়ীদের সিন্ডিকেট ভাঙতে না পারলে পরিস্থিতির উন্নতি হবে না বলে মনে করছেন অর্থনীতিবিদরা। ভোক্তা অধিকার সংরক্ষণে বাজার মনিটরিং জোরদার করার দাবি উঠেছে। <box>4 201 164 214</box>
date-line-2: ১৮ জুলাই ১৪২২ <box>412 18 454 25</box>
article-left-foot2 <box>4 728 164 750</box>
article-body: একটি নিরপেক্ষ নির্বাচনকালীন সরকারের অধীনে জাতীয় নির্বাচন আয়োজনের দাবিতে বিভিন্ন রাজনৈতিক দল ঐক্যবদ্ধ অবস্থান নিয়েছে। তাদের মতে দলীয় সরকারের অধীনে নির্বাচনে জনগণের আস্থা ফিরে আসবে না। সংবিধানে প্রয়োজনীয় সংশোধনী এনে এই ব্যবস্থা পুনঃপ্রবর্তনের আহ্বান জানানো হয়েছে। <box>4 471 164 484</box>
article-body: যুক্তরাষ্ট্রের পাল্টা শুল্ক আরোপের সিদ্ধান্ত নিয়ে দেশের রপ্তানি খাতে উদ্বেগ দেখা দিয়েছে। তৈরি পোশাক শিল্পের উদ্যোক্তারা বলছেন এতে প্রতিযোগিতা সক্ষমতা কমে যাবে। বিষয়টি নিয়ে আলোচনার মাধ্যমে সমাধানের পথ খুঁজতে সরকারকে সমর্থন দেওয়ার কথা জানিয়েছেন ব্যবসায়ী নেতারা। বাণিজ্য মন্ত্রণালয় সংশ্লিষ্ট পক্ষের সঙ্গে বৈঠক করছে। <box>4 350 164 362</box>
article-body: সরকারি বিভিন্ন দপ্তরে দুর্নীতির অভিযোগ উঠলেও অধিকাংশ ক্ষেত্রে তদন্ত আলোর মুখ দেখে না। প্রভাবশালীদের হস্তক্ষেপে অনেক মামলা ঝুলে থাকে বছরের পর বছর। দুর্নীতি দমন কমিশনকে আরও শক্তিশালী ও স্বাধীন করার দাবি জানিয়েছেন সুশাসন বিশেষজ্ঞরা। জবাবদিহিতা নিশ্চিত না হলে প্রশাসনে স্বচ্ছতা ফিরবে না বলে মনে করেন তারা। তথ্য অধিকার আইনের কার্যকর প্রয়োগও জরুরি। <box>170 579 330 592</box>
tagline: সত্য ও নিরপেক্ষতার প্রতি অঙ্গীকারবদ্ধ <box>26 26 102 32</box>
headline: বিরল আস্তে চুক্তাকে নৰূপে <box>39 752 127 761</box>
section-rule <box>4 449 164 450</box>
article-body: আন্তর্জাতিক অঙ্গনে বাংলাদেশের অবস্থান দৃঢ় করতে কূটনৈতিক তৎপরতা বাড়ানো হয়েছে। প্রতিবেশী দেশগুলোর সঙ্গে পারস্পরিক স্বার্থ ও সম্মানের ভিত্তিতে সম্পর্ক এগিয়ে নেওয়ার কথা বলছেন পররাষ্ট্র বিশেষজ্ঞরা। পানি বণ্টন সীমান্ত হত্যা ও বাণিজ্য ঘাটতির মতো মৌলিক প্রশ্নে কোনো আপস করা যাবে না। জাতীয় স্বার্থকে সবার ওপরে রাখতে হবে। রোহিঙ্গা সংকট সমাধানেও আন্তর্জাতিক চাপ বাড়ানোর আহ্বান জানানো হয়েছে। <box>336 86 496 102</box>
article-left-low <box>4 300 164 445</box>
byline: দিনকাল রিপোর্ট <box>239 48 261 53</box>
article-body: জুলাই গণঅভ্যুত্থানের পর দেশের রাজনীতিতে নতুন সমীকরণ তৈরি হয়েছে। ছাত্র-জনতার আন্দোলনে যারা সামনে থেকে নেতৃত্ব দিয়েছেন তাদের অবদান নিয়ে নানা বিতর্ক চলছে। কেউ কেউ নিজেদের একমাত্র কৃতিত্বের দাবিদার হিসেবে উপস্থাপন করছেন। অথচ এই আন্দোলন ছিল সর্বস্তরের মানুষের সম্মিলিত প্রতিরোধ। শহীদ পরিবারগুলো এখনো ন্যায়বিচারের অপেক্ষায়। আহতদের চিকিৎসা ও পুনর্বাসন নিয়েও অসন্তোষ রয়েছে। রাষ্ট্র সংস্কারের প্রতিশ্রুতি বাস্তবায়নে দৃশ্যমান অগ্রগতি চায় মানুষ। <box>170 69 330 85</box>
article-body: একটি নিরপেক্ষ নির্বাচনকালীন সরকারের অধীনে জাতীয় নির্বাচন আয়োজনের দাবিতে বিভিন্ন রাজনৈতিক দল ঐক্যবদ্ধ অবস্থান নিয়েছে। তাদের মতে দলীয় সরকারের অধীনে নির্বাচনে জনগণের আস্থা ফিরে আসবে না। সংবিধানে প্রয়োজনীয় সংশোধনী এনে এই ব্যবস্থা পুনঃপ্রবর্তনের আহ্বান জানানো হয়েছে। <box>4 505 164 518</box>
article-body: একটি নিরপেক্ষ নির্বাচনকালীন সরকারের অধীনে জাতীয় নির্বাচন আয়োজনের দাবিতে বিভিন্ন রাজনৈতিক দল ঐক্যবদ্ধ অবস্থান নিয়েছে। তাদের মতে দলীয় সরকারের অধীনে নির্বাচনে জনগণের আস্থা ফিরে আসবে না। সংবিধানে প্রয়োজনীয় সংশোধনী এনে এই ব্যবস্থা পুনঃপ্রবর্তনের আহ্বান জানানো হয়েছে। <box>4 482 164 495</box>
article-right-top <box>336 39 496 259</box>
